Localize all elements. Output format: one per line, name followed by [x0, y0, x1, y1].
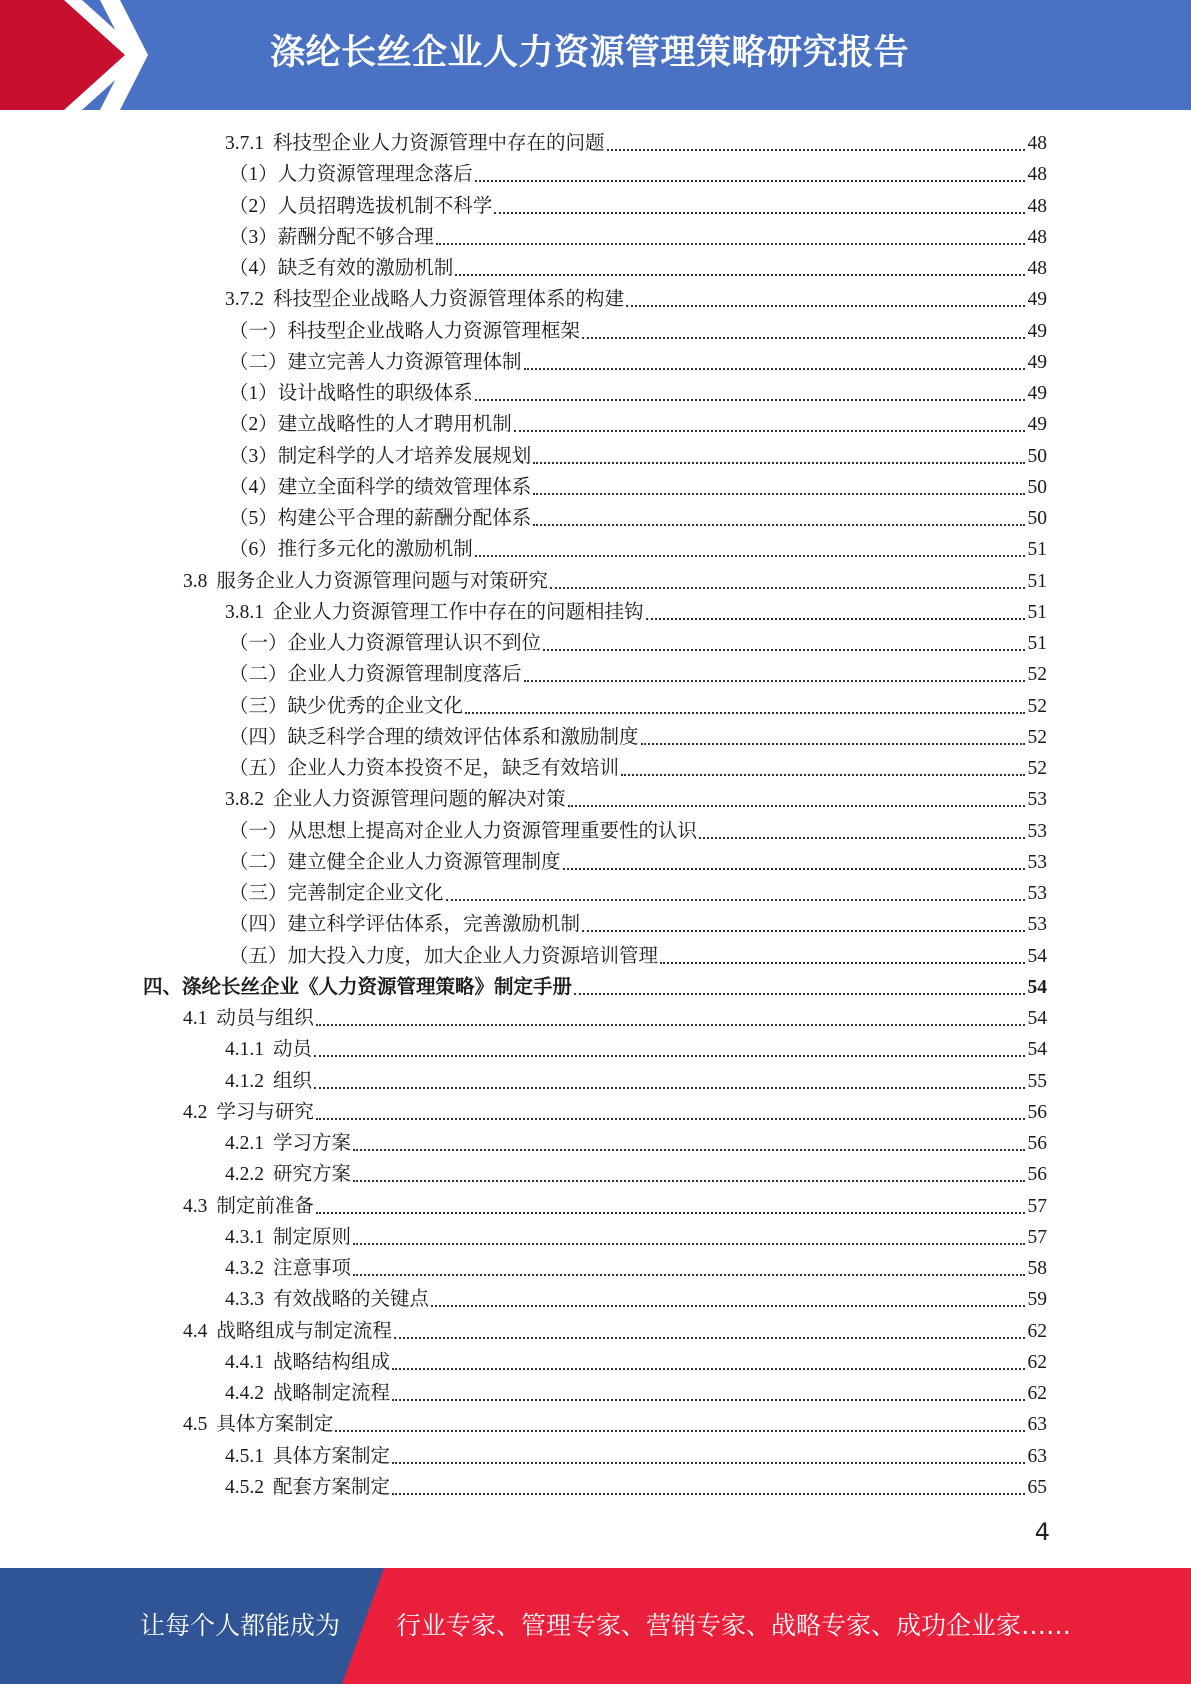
toc-dot-leader	[524, 662, 1025, 688]
toc-entry-page: 51	[1027, 539, 1047, 561]
toc-entry-title: 战略组成与制定流程	[216, 1320, 392, 1342]
toc-entry-page: 53	[1027, 851, 1047, 873]
toc-entry-title: （二）建立完善人力资源管理体制	[229, 351, 522, 373]
toc-entry[interactable]	[225, 1376, 1047, 1407]
toc-dot-leader	[314, 1069, 1025, 1095]
toc-entry-number: 4.1	[183, 1008, 208, 1029]
toc-entry-number: 4.1.1	[225, 1039, 264, 1061]
toc-entry-title: 组织	[273, 1070, 313, 1092]
toc-entry-title: （三）缺少优秀的企业文化	[229, 695, 464, 717]
toc-entry[interactable]	[225, 1439, 1047, 1470]
toc-entry[interactable]	[225, 1126, 1047, 1157]
toc-entry-page: 48	[1027, 226, 1047, 248]
toc-entry-title: 制定前准备	[216, 1195, 314, 1217]
toc-entry[interactable]	[229, 376, 1047, 407]
toc-dot-leader	[353, 1256, 1025, 1282]
toc-dot-leader	[314, 1037, 1025, 1063]
toc-entry-title: 具体方案制定	[216, 1414, 334, 1436]
page-footer	[0, 1568, 1191, 1684]
toc-dot-leader	[574, 975, 1025, 1001]
toc-entry[interactable]	[225, 1032, 1047, 1063]
toc-entry-title: （三）完善制定企业文化	[229, 883, 444, 904]
toc-entry-page: 48	[1027, 258, 1047, 279]
toc-entry-page: 65	[1027, 1476, 1047, 1498]
page-number: 4	[1034, 1518, 1050, 1546]
toc-entry[interactable]	[229, 907, 1047, 938]
toc-entry-title: （4）缺乏有效的激励机制	[229, 258, 454, 279]
footer-slogan-left: 让每个人都能成为	[140, 1611, 341, 1640]
toc-entry-page: 52	[1027, 664, 1047, 686]
toc-entry-page: 52	[1027, 695, 1047, 717]
toc-dot-leader	[431, 1287, 1025, 1313]
toc-entry-title: （1）人力资源管理理念落后	[229, 164, 473, 186]
toc-entry-number: 4.4.1	[225, 1351, 264, 1373]
toc-entry-page: 48	[1027, 133, 1047, 154]
toc-entry-page: 58	[1027, 1258, 1047, 1279]
toc-entry-page: 57	[1027, 1226, 1047, 1248]
toc-entry-number: 4.2.1	[225, 1133, 264, 1154]
toc-entry-page: 62	[1027, 1351, 1047, 1373]
toc-entry[interactable]	[225, 1220, 1047, 1251]
toc-entry[interactable]	[229, 751, 1047, 782]
toc-entry-page: 57	[1027, 1195, 1047, 1217]
toc-entry[interactable]	[229, 470, 1047, 501]
toc-dot-leader	[316, 1194, 1025, 1220]
toc-dot-leader	[607, 131, 1025, 157]
toc-entry-page: 62	[1027, 1320, 1047, 1342]
toc-entry[interactable]	[225, 126, 1047, 157]
toc-dot-leader	[641, 725, 1025, 751]
toc-entry-page: 54	[1027, 945, 1047, 967]
toc-entry-title: （4）建立全面科学的绩效管理体系	[229, 476, 532, 498]
toc-entry-number: 4.4.2	[225, 1383, 264, 1404]
toc-entry-page: 53	[1027, 883, 1047, 904]
toc-entry-number: 4.2.2	[225, 1164, 264, 1186]
toc-dot-leader	[436, 225, 1025, 251]
toc-entry-page: 49	[1027, 414, 1047, 436]
toc-entry-page: 63	[1027, 1414, 1047, 1436]
toc-entry-title: （四）建立科学评估体系，完善激励机制	[229, 914, 581, 936]
toc-entry-page: 53	[1027, 914, 1047, 936]
toc-entry-title: （3）薪酬分配不够合理	[229, 226, 434, 248]
toc-entry-number: 4.5.1	[225, 1445, 264, 1467]
toc-dot-leader	[353, 1131, 1025, 1157]
toc-dot-leader	[316, 1100, 1025, 1126]
toc-entry-title: （一）从思想上提高对企业人力资源管理重要性的认识	[229, 820, 698, 842]
toc-dot-leader	[621, 756, 1025, 782]
toc-entry-title: 注意事项	[273, 1258, 352, 1279]
toc-entry[interactable]	[229, 345, 1047, 376]
toc-entry-page: 49	[1027, 351, 1047, 373]
toc-entry-number: 4.1.2	[225, 1070, 264, 1092]
toc-entry-page: 50	[1027, 445, 1047, 467]
toc-dot-leader	[316, 1006, 1025, 1032]
toc-entry[interactable]	[183, 1407, 1047, 1438]
toc-entry-page: 50	[1027, 476, 1047, 498]
toc-dot-leader	[533, 444, 1025, 470]
toc-entry[interactable]	[183, 1189, 1047, 1220]
toc-entry[interactable]	[225, 1064, 1047, 1095]
toc-dot-leader	[514, 412, 1025, 438]
toc-entry-number: 4.3.3	[225, 1289, 264, 1311]
toc-entry-number: 3.8.2	[225, 789, 264, 811]
toc-entry-page: 52	[1027, 726, 1047, 748]
toc-entry-title: 学习与研究	[216, 1101, 314, 1123]
toc-entry-page: 55	[1027, 1070, 1047, 1092]
toc-entry-title: （2）人员招聘选拔机制不科学	[229, 195, 493, 217]
toc-entry-page: 53	[1027, 789, 1047, 811]
toc-entry[interactable]	[143, 970, 1047, 1001]
toc-dot-leader	[455, 256, 1025, 282]
toc-entry[interactable]	[183, 1001, 1047, 1032]
toc-entry-page: 51	[1027, 570, 1047, 592]
toc-dot-leader	[533, 506, 1025, 532]
toc-dot-leader	[475, 162, 1025, 188]
toc-entry-number: 4.3	[183, 1195, 208, 1217]
toc-entry-title: （二）建立健全企业人力资源管理制度	[229, 851, 561, 873]
toc-entry[interactable]	[229, 532, 1047, 563]
toc-entry[interactable]	[229, 876, 1047, 907]
toc-dot-leader	[392, 1350, 1025, 1376]
page-header	[0, 0, 1191, 110]
toc-dot-leader	[392, 1381, 1025, 1407]
toc-entry-title: （五）加大投入力度，加大企业人力资源培训管理	[229, 945, 659, 967]
toc-entry[interactable]	[229, 689, 1047, 720]
toc-entry-title: 科技型企业人力资源管理中存在的问题	[273, 133, 605, 154]
toc-dot-leader	[699, 819, 1025, 845]
toc-entry[interactable]	[229, 314, 1047, 345]
toc-entry-number: 3.7.2	[225, 289, 264, 311]
toc-entry[interactable]	[229, 501, 1047, 532]
toc-entry-number: 4.3.2	[225, 1258, 264, 1279]
toc-entry[interactable]	[229, 939, 1047, 970]
toc-dot-leader	[543, 631, 1025, 657]
toc-entry-title: 具体方案制定	[273, 1445, 391, 1467]
toc-entry-page: 51	[1027, 601, 1047, 623]
toc-entry[interactable]	[225, 1251, 1047, 1282]
toc-entry-page: 52	[1027, 758, 1047, 779]
toc-entry[interactable]	[225, 595, 1047, 626]
toc-dot-leader	[494, 194, 1025, 220]
toc-entry[interactable]	[225, 282, 1047, 313]
toc-dot-leader	[626, 287, 1025, 313]
toc-entry-number: 3.7.1	[225, 133, 264, 154]
toc-dot-leader	[394, 1319, 1025, 1345]
toc-entry-page: 54	[1027, 1008, 1047, 1029]
toc-entry[interactable]	[229, 814, 1047, 845]
toc-entry-title: （一）企业人力资源管理认识不到位	[229, 633, 542, 654]
report-title: 涤纶长丝企业人力资源管理策略研究报告	[270, 33, 910, 73]
toc-entry[interactable]	[225, 1470, 1047, 1501]
toc-dot-leader	[524, 350, 1025, 376]
toc-entry[interactable]	[229, 845, 1047, 876]
toc-dot-leader	[660, 944, 1025, 970]
toc-dot-leader	[392, 1475, 1025, 1501]
toc-dot-leader	[446, 881, 1025, 907]
toc-dot-leader	[465, 694, 1025, 720]
toc-entry-title: 战略制定流程	[273, 1383, 391, 1404]
toc-entry-page: 48	[1027, 195, 1047, 217]
toc-dot-leader	[335, 1412, 1025, 1438]
toc-entry-number: 4.4	[183, 1320, 208, 1342]
toc-entry-title: （五）企业人力资本投资不足，缺乏有效培训	[229, 758, 620, 779]
toc-entry-title: （6）推行多元化的激励机制	[229, 539, 473, 561]
toc-entry[interactable]	[229, 657, 1047, 688]
toc-entry-title: 制定原则	[273, 1226, 352, 1248]
toc-entry-page: 56	[1027, 1101, 1047, 1123]
toc-entry-title: （四）缺乏科学合理的绩效评估体系和激励制度	[229, 726, 639, 748]
toc-dot-leader	[568, 787, 1025, 813]
toc-entry-number: 4.2	[183, 1101, 208, 1123]
toc-entry-title: 四、涤纶长丝企业《人力资源管理策略》制定手册	[143, 976, 573, 998]
toc-entry-title: 动员	[273, 1039, 313, 1061]
toc-entry[interactable]	[229, 720, 1047, 751]
toc-dot-leader	[353, 1225, 1025, 1251]
toc-entry-title: 科技型企业战略人力资源管理体系的构建	[273, 289, 625, 311]
toc-dot-leader	[550, 569, 1025, 595]
toc-dot-leader	[533, 475, 1025, 501]
toc-entry-title: 服务企业人力资源管理问题与对策研究	[216, 570, 548, 592]
toc-entry-title: 研究方案	[273, 1164, 352, 1186]
toc-entry-number: 4.3.1	[225, 1226, 264, 1248]
toc-entry-page: 63	[1027, 1445, 1047, 1467]
toc-entry-title: （二）企业人力资源管理制度落后	[229, 664, 522, 686]
toc-entry-page: 49	[1027, 383, 1047, 404]
toc-entry-page: 56	[1027, 1133, 1047, 1154]
footer-slogan-right: 行业专家、管理专家、营销专家、战略专家、成功企业家……	[396, 1611, 1072, 1640]
toc-dot-leader	[582, 912, 1025, 938]
toc-entry[interactable]	[183, 1314, 1047, 1345]
toc-entry[interactable]	[225, 1345, 1047, 1376]
toc-entry-page: 62	[1027, 1383, 1047, 1404]
toc-entry-title: 战略结构组成	[273, 1351, 391, 1373]
toc-entry-page: 51	[1027, 633, 1047, 654]
toc-entry-page: 53	[1027, 820, 1047, 842]
toc-entry[interactable]	[229, 407, 1047, 438]
toc-entry[interactable]	[225, 782, 1047, 813]
toc-entry[interactable]	[183, 1095, 1047, 1126]
toc-entry-page: 54	[1027, 1039, 1047, 1061]
toc-dot-leader	[392, 1444, 1025, 1470]
toc-entry[interactable]	[229, 220, 1047, 251]
toc-entry-title: （3）制定科学的人才培养发展规划	[229, 445, 532, 467]
toc-entry-title: 动员与组织	[216, 1008, 314, 1029]
toc-entry-title: 有效战略的关键点	[273, 1289, 430, 1311]
toc-entry-title: 企业人力资源管理工作中存在的问题相挂钩	[273, 601, 644, 623]
toc-entry-page: 48	[1027, 164, 1047, 186]
toc-entry-title: 配套方案制定	[273, 1476, 391, 1498]
toc-dot-leader	[563, 850, 1025, 876]
toc-entry-page: 59	[1027, 1289, 1047, 1311]
toc-entry[interactable]	[229, 157, 1047, 188]
toc-entry-number: 4.5.2	[225, 1476, 264, 1498]
toc-entry-page: 56	[1027, 1164, 1047, 1186]
toc-entry[interactable]	[229, 626, 1047, 657]
toc-entry[interactable]	[229, 439, 1047, 470]
toc-entry-title: （2）建立战略性的人才聘用机制	[229, 414, 512, 436]
toc-entry-page: 54	[1027, 976, 1047, 998]
toc-entry-title: （一）科技型企业战略人力资源管理框架	[229, 320, 581, 342]
toc-dot-leader	[582, 319, 1025, 345]
toc-entry[interactable]	[225, 1282, 1047, 1313]
toc-entry-number: 3.8.1	[225, 601, 264, 623]
toc-entry-number: 4.5	[183, 1414, 208, 1436]
toc-entry-page: 49	[1027, 320, 1047, 342]
toc-entry-title: 学习方案	[273, 1133, 352, 1154]
toc-entry-title: （5）构建公平合理的薪酬分配体系	[229, 508, 532, 529]
toc-entry-page: 49	[1027, 289, 1047, 311]
toc-entry-title: （1）设计战略性的职级体系	[229, 383, 473, 404]
toc-dot-leader	[646, 600, 1025, 626]
toc-dot-leader	[353, 1162, 1025, 1188]
toc-entry-title: 企业人力资源管理问题的解决对策	[273, 789, 566, 811]
toc-entry-page: 50	[1027, 508, 1047, 529]
toc-dot-leader	[475, 381, 1025, 407]
toc-entry[interactable]	[229, 251, 1047, 282]
toc-entry-number: 3.8	[183, 570, 208, 592]
toc-entry[interactable]	[225, 1157, 1047, 1188]
toc-entry[interactable]	[229, 189, 1047, 220]
toc-dot-leader	[475, 537, 1025, 563]
toc-entry[interactable]	[183, 564, 1047, 595]
